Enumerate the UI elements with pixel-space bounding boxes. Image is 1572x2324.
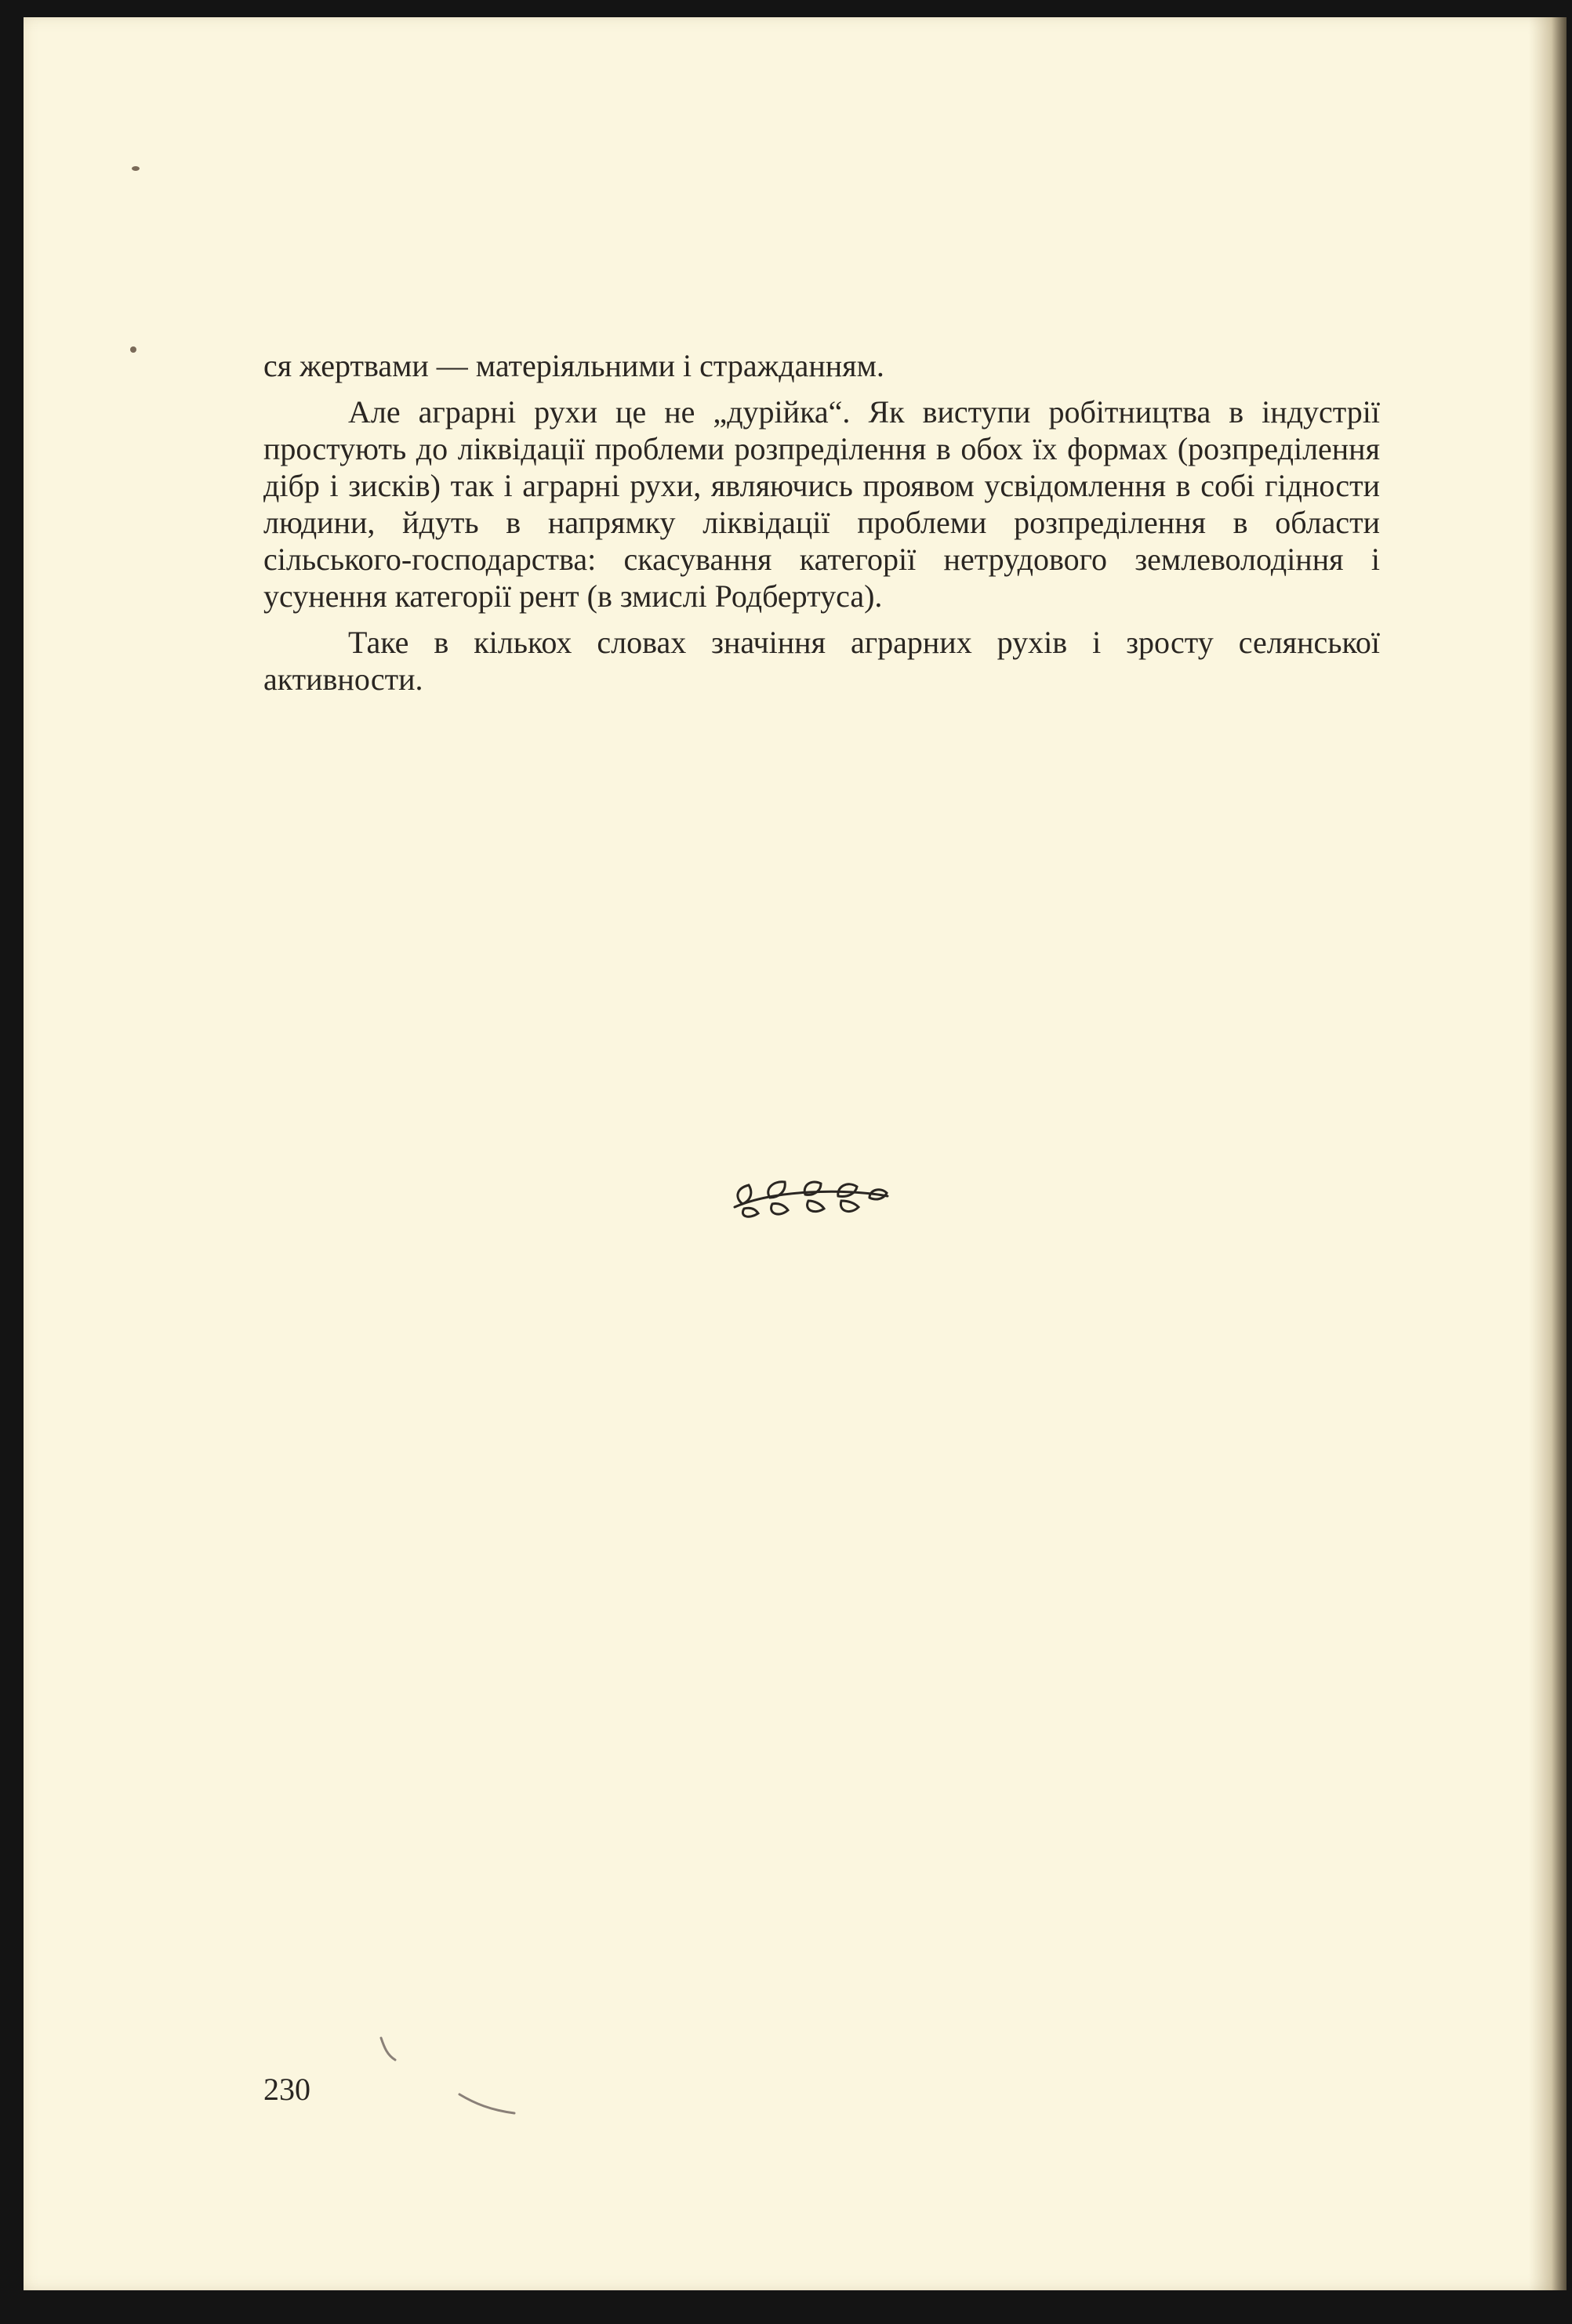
page-edge-shadow	[1529, 17, 1567, 2290]
paragraph: Таке в кількох словах значіння аграрних рухів і зросту селянської активности.	[263, 625, 1380, 697]
ink-speck	[130, 346, 136, 353]
laurel-ornament-icon	[727, 1174, 893, 1220]
body-text	[263, 347, 1380, 707]
ink-speck	[132, 166, 140, 171]
page-number: 230	[263, 2072, 310, 2107]
book-page	[24, 17, 1567, 2290]
paragraph: Але аграрні рухи це не „дурійка“. Як виступи робітництва в індустрії простують до ліквідації проблеми розпреділення в обох їх формах (розпреділення дібр і зисків) так і аграрні рухи, являючись проявом усвідомлення в собі гідности людини, йдуть в напрямку ліквідації проблеми розпреділення в области сільського-господарства: скасування категорії нетрудового землеволодіння і усунення категорії рент (в змислі Родбертуса).	[263, 394, 1380, 614]
pencil-mark	[373, 2032, 522, 2118]
paragraph-continued: ся жертвами — матеріяльними і стражданням.	[263, 348, 884, 383]
